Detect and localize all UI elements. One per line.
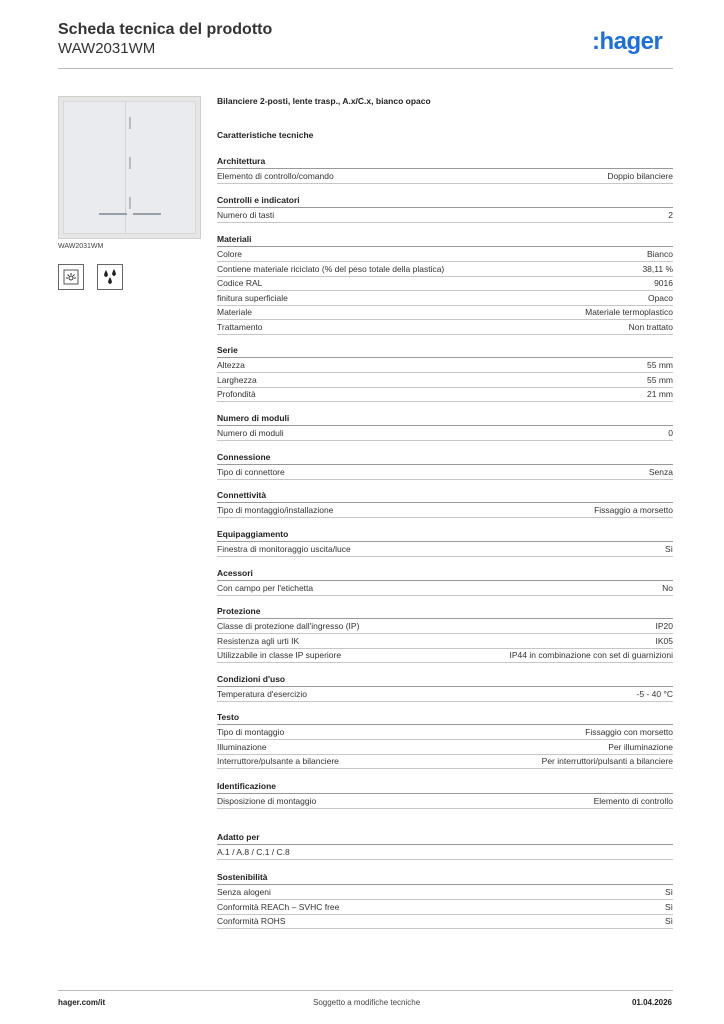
spec-value: 21 mm xyxy=(647,389,673,400)
spec-row xyxy=(217,169,673,184)
spec-label: Conformità ROHS xyxy=(217,916,286,927)
spec-label: Con campo per l'etichetta xyxy=(217,583,314,593)
section-title: Sostenibilità xyxy=(217,872,268,882)
spec-row xyxy=(217,687,673,702)
spec-value: Sì xyxy=(664,544,673,554)
logo-text: :hager xyxy=(592,28,663,55)
spec-row xyxy=(217,358,673,373)
spec-value: IK05 xyxy=(655,635,673,646)
spec-row xyxy=(217,426,673,441)
hager-logo xyxy=(592,27,674,57)
spec-row xyxy=(217,885,673,900)
doc-title: Scheda tecnica del prodotto xyxy=(58,21,273,38)
section-title: Serie xyxy=(217,345,238,355)
spec-label: Utilizzabile in classe IP superiore xyxy=(217,650,342,661)
section-title: Testo xyxy=(217,712,240,722)
product-photo xyxy=(58,96,201,239)
spec-label: Disposizione di montaggio xyxy=(217,796,317,806)
spec-row xyxy=(217,794,673,809)
spec-label: Illuminazione xyxy=(217,741,267,752)
footer-rule xyxy=(58,990,673,991)
spec-value: Per illuminazione xyxy=(608,741,673,752)
spec-label: Tipo di montaggio xyxy=(217,727,285,737)
spec-row xyxy=(217,581,673,596)
doc-product-code: WAW2031WM xyxy=(58,40,156,57)
spec-row xyxy=(217,542,673,557)
footer-website-link[interactable]: hager.com/it xyxy=(58,998,106,1007)
spec-label: Finestra di monitoraggio uscita/luce xyxy=(217,544,351,554)
spec-label: Materiale xyxy=(217,307,252,318)
spec-value: Non trattato xyxy=(628,322,673,332)
spec-value: Fissaggio con morsetto xyxy=(585,727,673,737)
section-title: Acessori xyxy=(217,568,253,578)
spec-row xyxy=(217,291,673,306)
spec-row xyxy=(217,503,673,518)
spec-label: Numero di moduli xyxy=(217,428,284,438)
spec-label: Codice RAL xyxy=(217,278,263,289)
spec-row xyxy=(217,387,673,402)
spec-label: finitura superficiale xyxy=(217,292,288,303)
spec-value: Elemento di controllo xyxy=(593,796,673,806)
spec-label: Larghezza xyxy=(217,374,257,385)
spec-value: Bianco xyxy=(647,249,673,259)
spec-label: Conformità REACh – SVHC free xyxy=(217,901,340,912)
spec-label: Elemento di controllo/comando xyxy=(217,171,334,181)
section-title: Connessione xyxy=(217,452,271,462)
spec-label: Altezza xyxy=(217,360,245,370)
spec-value: No xyxy=(662,583,673,593)
spec-label: Tipo di connettore xyxy=(217,467,285,477)
spec-label: Contiene materiale riciclato (% del peso totale della plastica) xyxy=(217,263,445,274)
spec-label: Resistenza agli urti IK xyxy=(217,635,300,646)
spec-label: Colore xyxy=(217,249,243,259)
spec-value: Sì xyxy=(664,901,673,912)
spec-value: Doppio bilanciere xyxy=(607,171,673,181)
spec-value: 0 xyxy=(668,428,673,438)
section-title: Protezione xyxy=(217,606,261,616)
footer-date: 01.04.2026 xyxy=(631,998,672,1007)
spec-row xyxy=(217,914,673,929)
spec-label: Interruttore/pulsante a bilanciere xyxy=(217,756,339,767)
section-title: Condizioni d'uso xyxy=(217,674,286,684)
section-title: Materiali xyxy=(217,234,252,244)
spec-label: Senza alogeni xyxy=(217,887,271,897)
spec-value: IP44 in combinazione con set di guarnizioni xyxy=(509,650,673,661)
spec-row xyxy=(217,320,673,335)
tech-heading: Caratteristiche tecniche xyxy=(217,130,314,140)
spec-label: Temperatura d'esercizio xyxy=(217,689,307,699)
spec-value: IP20 xyxy=(655,621,673,631)
spec-row xyxy=(217,262,673,277)
spec-label: Numero di tasti xyxy=(217,210,275,220)
spec-row xyxy=(217,305,673,320)
spec-value: Per interruttori/pulsanti a bilanciere xyxy=(541,756,673,767)
spec-row xyxy=(217,725,673,740)
spec-row xyxy=(217,465,673,480)
spec-value: Senza xyxy=(648,467,673,477)
image-caption: WAW2031WM xyxy=(58,243,104,250)
spec-row xyxy=(217,276,673,291)
spec-value: 55 mm xyxy=(647,360,673,370)
spec-label: Tipo di montaggio/installazione xyxy=(217,505,334,515)
spec-value: Sì xyxy=(664,916,673,927)
spec-value: Materiale termoplastico xyxy=(585,307,673,318)
spec-value: Sì xyxy=(664,887,673,897)
section-title: Adatto per xyxy=(217,832,260,842)
lamp-indicator-icon xyxy=(58,264,84,290)
spec-row xyxy=(217,247,673,262)
spec-row xyxy=(217,740,673,755)
header-rule xyxy=(58,68,673,69)
section-title: Connettività xyxy=(217,490,267,500)
spec-row xyxy=(217,648,673,663)
spec-value: 2 xyxy=(668,210,673,220)
product-title: Bilanciere 2-posti, lente trasp., A.x/C.x, bianco opaco xyxy=(217,96,431,106)
spec-label: Profondità xyxy=(217,389,256,400)
spec-row xyxy=(217,754,673,769)
spec-value: -5 - 40 °C xyxy=(636,689,673,699)
spec-label: Classe di protezione dall'ingresso (IP) xyxy=(217,621,360,631)
spec-value: Opaco xyxy=(647,292,673,303)
spec-row xyxy=(217,208,673,223)
spec-value: 38,11 % xyxy=(642,263,673,274)
spec-value: Fissaggio a morsetto xyxy=(594,505,673,515)
spec-row xyxy=(217,634,673,649)
spec-value: 55 mm xyxy=(647,374,673,385)
section-title: Numero di moduli xyxy=(217,413,290,423)
spec-row xyxy=(217,619,673,634)
spec-label: Trattamento xyxy=(217,322,263,332)
spec-row xyxy=(217,900,673,915)
spec-label: A.1 / A.8 / C.1 / C.8 xyxy=(217,847,290,857)
spec-value: 9016 xyxy=(654,278,673,289)
section-title: Controlli e indicatori xyxy=(217,195,300,205)
section-title: Identificazione xyxy=(217,781,277,791)
section-title: Equipaggiamento xyxy=(217,529,289,539)
section-title: Architettura xyxy=(217,156,266,166)
spec-row xyxy=(217,845,673,860)
footer-note: Soggetto a modifiche tecniche xyxy=(313,998,421,1007)
spec-row xyxy=(217,373,673,388)
water-drops-icon xyxy=(97,264,123,290)
